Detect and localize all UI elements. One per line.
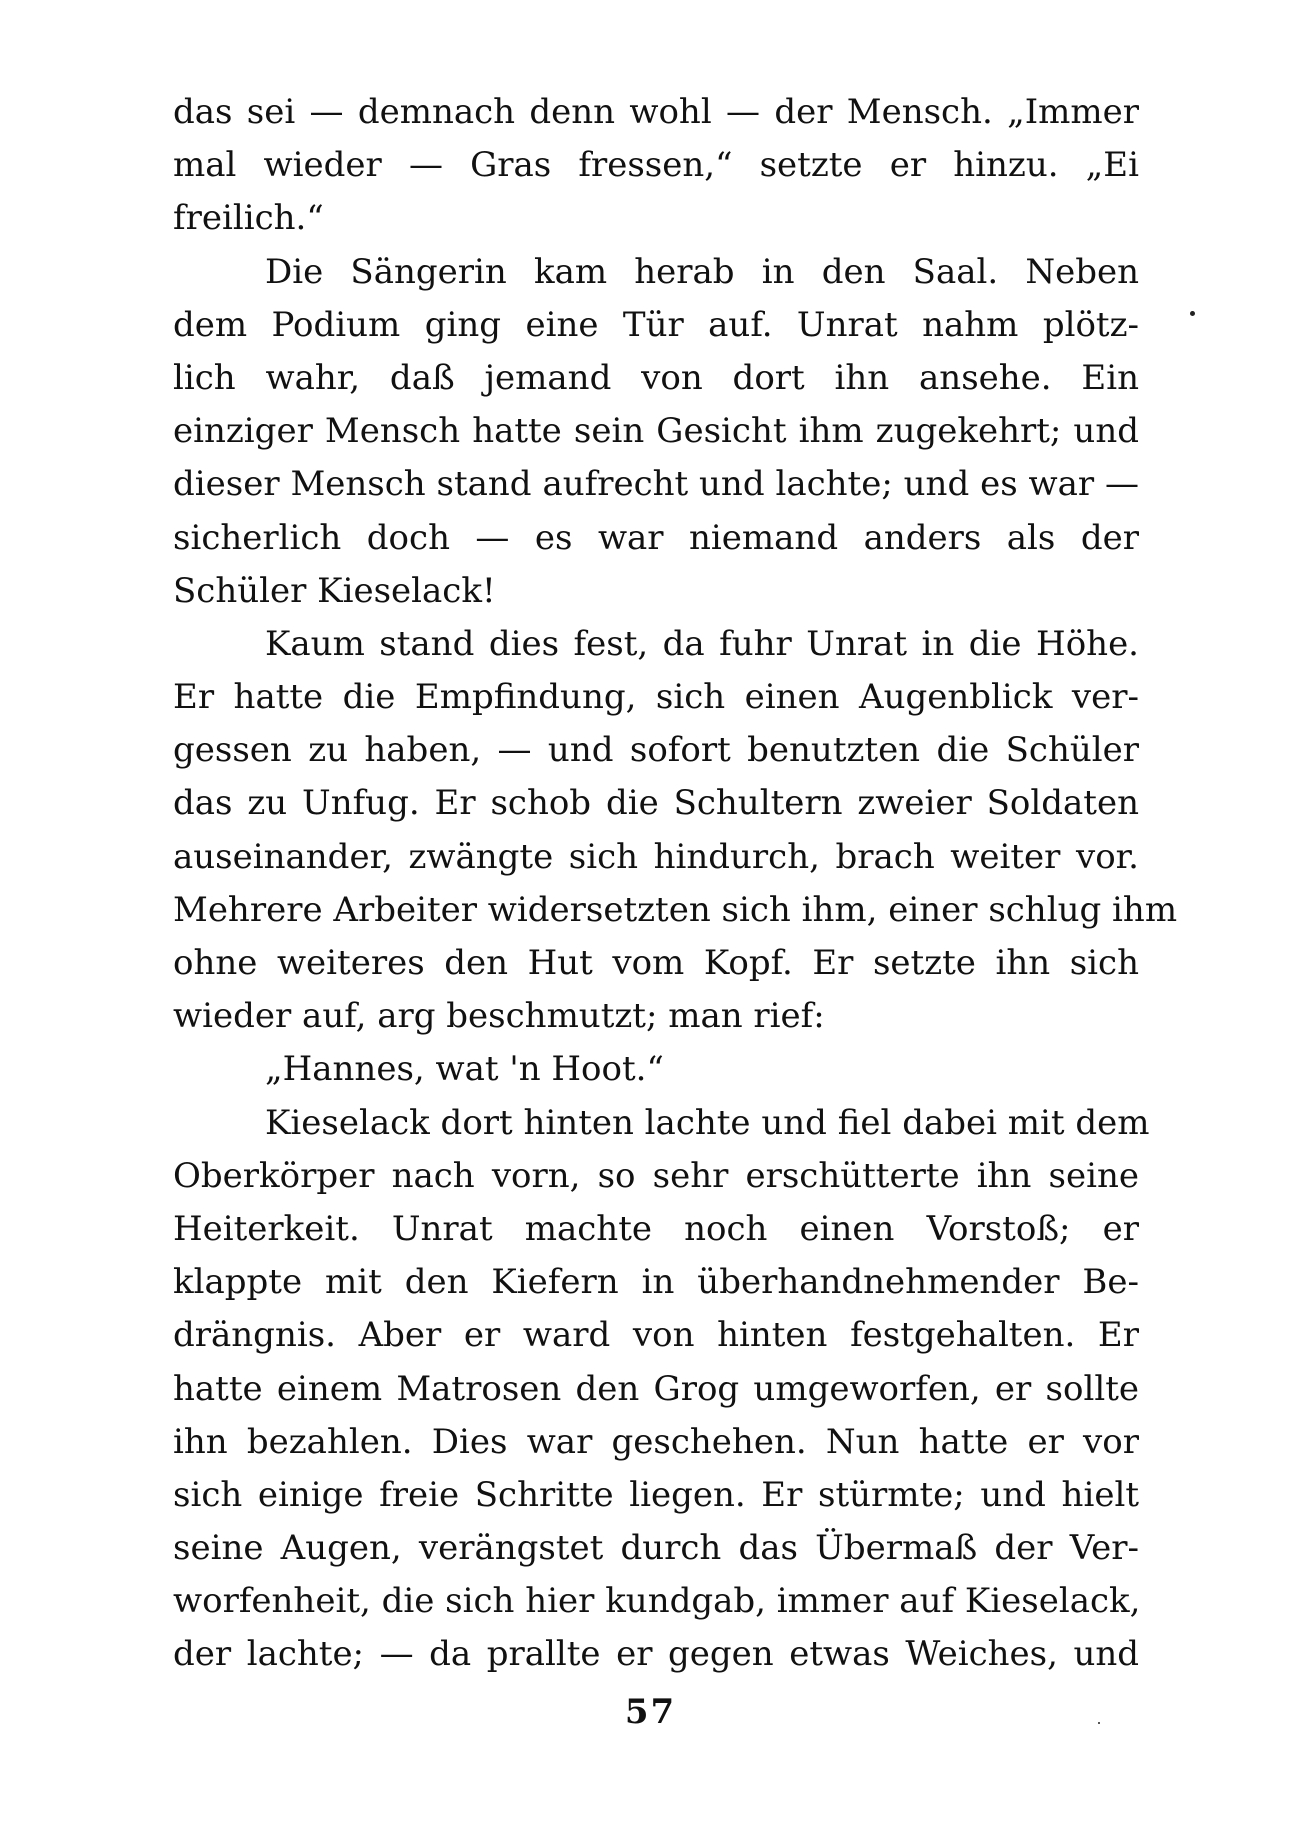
text-line: worfenheit, die sich hier kundgab, immer auf Kieselack, <box>173 1581 1141 1622</box>
text-line: Schüler Kieselack! <box>173 570 496 611</box>
text-line: Heiterkeit. Unrat machte noch einen Vorstoß; er <box>173 1208 1139 1249</box>
text-line: wieder auf, arg beschmutzt; man rief: <box>173 996 825 1037</box>
text-line: Kaum stand dies fest, da fuhr Unrat in die Höhe. <box>265 623 1139 664</box>
text-line: Er hatte die Empfindung, sich einen Augenblick ver- <box>173 677 1139 718</box>
text-line: das zu Unfug. Er schob die Schultern zweier Soldaten <box>173 783 1139 824</box>
page-number: 57 <box>624 1692 677 1732</box>
text-line: klappte mit den Kiefern in überhandnehmender Be- <box>173 1262 1139 1303</box>
text-line: auseinander, zwängte sich hindurch, brach weiter vor. <box>173 836 1139 877</box>
text-line: seine Augen, verängstet durch das Übermaß der Ver- <box>173 1528 1139 1569</box>
text-line: drängnis. Aber er ward von hinten festgehalten. Er <box>173 1315 1139 1356</box>
text-line: freilich.“ <box>173 198 324 239</box>
text-line: hatte einem Matrosen den Grog umgeworfen, er sollte <box>173 1368 1139 1409</box>
text-line: sich einige freie Schritte liegen. Er stürmte; und hielt <box>173 1474 1139 1515</box>
text-line: der lachte; — da prallte er gegen etwas Weiches, und <box>173 1634 1139 1675</box>
text-line: „Hannes, wat 'n Hoot.“ <box>265 1049 664 1090</box>
text-line: Kieselack dort hinten lachte und fiel dabei mit dem <box>265 1102 1150 1143</box>
ink-speck <box>1098 1722 1100 1724</box>
text-line: Die Sängerin kam herab in den Saal. Neben <box>265 251 1139 292</box>
text-line: mal wieder — Gras fressen,“ setzte er hinzu. „Ei <box>173 145 1139 186</box>
text-line: lich wahr, daß jemand von dort ihn ansehe. Ein <box>173 357 1139 398</box>
text-line: einziger Mensch hatte sein Gesicht ihm zugekehrt; und <box>173 411 1139 452</box>
text-line: Oberkörper nach vorn, so sehr erschütterte ihn seine <box>173 1155 1139 1196</box>
text-line: das sei — demnach denn wohl — der Mensch. „Immer <box>173 92 1139 132</box>
text-line: ihn bezahlen. Dies war geschehen. Nun hatte er vor <box>173 1421 1139 1462</box>
body-text <box>173 86 1178 1682</box>
text-line: dieser Mensch stand aufrecht und lachte; und es war — <box>173 464 1139 505</box>
text-line: sicherlich doch — es war niemand anders als der <box>173 517 1139 558</box>
ink-speck <box>1190 311 1195 316</box>
text-line: ohne weiteres den Hut vom Kopf. Er setzte ihn sich <box>173 943 1139 983</box>
text-line: dem Podium ging eine Tür auf. Unrat nahm plötz- <box>173 304 1139 345</box>
text-line: gessen zu haben, — und sofort benutzten die Schüler <box>173 730 1139 771</box>
text-line: Mehrere Arbeiter widersetzten sich ihm, einer schlug ihm <box>173 889 1178 930</box>
